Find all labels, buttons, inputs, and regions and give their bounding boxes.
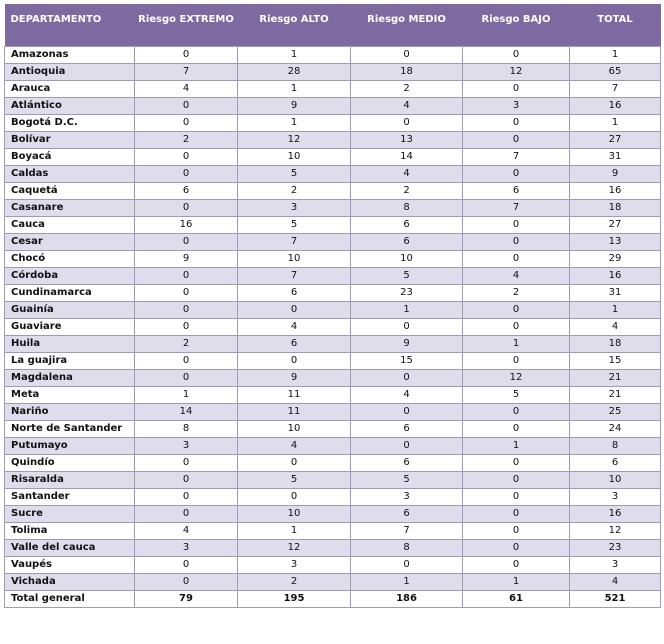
cell-riesgo-alto: 1 (238, 114, 351, 131)
cell-riesgo-bajo: 0 (463, 352, 570, 369)
table-row (5, 216, 661, 233)
cell-riesgo-medio: 2 (351, 182, 463, 199)
cell-riesgo-extremo: 14 (135, 403, 238, 420)
cell-riesgo-extremo: 3 (135, 437, 238, 454)
cell-total: 3 (570, 556, 661, 573)
cell-total: 21 (570, 386, 661, 403)
cell-riesgo-alto: 12 (238, 131, 351, 148)
cell-departamento: Amazonas (5, 46, 135, 63)
table-row (5, 165, 661, 182)
cell-departamento: Valle del cauca (5, 539, 135, 556)
cell-total: 1 (570, 46, 661, 63)
cell-riesgo-extremo: 16 (135, 216, 238, 233)
table-row (5, 471, 661, 488)
cell-riesgo-extremo: 0 (135, 556, 238, 573)
cell-riesgo-alto: 11 (238, 403, 351, 420)
cell-riesgo-alto: 5 (238, 165, 351, 182)
table-row (5, 284, 661, 301)
header-row (5, 4, 661, 46)
table-row (5, 233, 661, 250)
table-row (5, 131, 661, 148)
cell-riesgo-medio: 0 (351, 556, 463, 573)
cell-riesgo-bajo: 3 (463, 97, 570, 114)
total-cell-riesgo-alto: 195 (238, 590, 351, 607)
cell-riesgo-extremo: 0 (135, 97, 238, 114)
cell-riesgo-alto: 9 (238, 97, 351, 114)
cell-riesgo-medio: 18 (351, 63, 463, 80)
cell-riesgo-extremo: 0 (135, 199, 238, 216)
cell-riesgo-extremo: 8 (135, 420, 238, 437)
cell-departamento: Bolívar (5, 131, 135, 148)
header-riesgo-alto: Riesgo ALTO (238, 4, 351, 46)
cell-departamento: Bogotá D.C. (5, 114, 135, 131)
cell-riesgo-extremo: 0 (135, 573, 238, 590)
cell-riesgo-bajo: 0 (463, 165, 570, 182)
cell-departamento: Arauca (5, 80, 135, 97)
cell-total: 4 (570, 318, 661, 335)
cell-riesgo-medio: 0 (351, 114, 463, 131)
cell-riesgo-extremo: 0 (135, 233, 238, 250)
cell-total: 18 (570, 335, 661, 352)
cell-total: 3 (570, 488, 661, 505)
cell-riesgo-bajo: 0 (463, 301, 570, 318)
cell-departamento: Norte de Santander (5, 420, 135, 437)
cell-riesgo-bajo: 0 (463, 233, 570, 250)
cell-riesgo-medio: 13 (351, 131, 463, 148)
cell-riesgo-extremo: 0 (135, 369, 238, 386)
table-row (5, 556, 661, 573)
table-row (5, 505, 661, 522)
cell-departamento: Risaralda (5, 471, 135, 488)
cell-riesgo-alto: 10 (238, 250, 351, 267)
table-row (5, 318, 661, 335)
cell-riesgo-bajo: 0 (463, 403, 570, 420)
cell-riesgo-bajo: 0 (463, 454, 570, 471)
table-row (5, 420, 661, 437)
cell-departamento: Vaupés (5, 556, 135, 573)
cell-riesgo-alto: 4 (238, 437, 351, 454)
cell-riesgo-alto: 6 (238, 284, 351, 301)
cell-riesgo-extremo: 0 (135, 284, 238, 301)
cell-riesgo-alto: 1 (238, 80, 351, 97)
table-row (5, 454, 661, 471)
cell-riesgo-extremo: 2 (135, 335, 238, 352)
cell-total: 9 (570, 165, 661, 182)
cell-departamento: Cauca (5, 216, 135, 233)
cell-riesgo-alto: 3 (238, 556, 351, 573)
cell-departamento: Cundinamarca (5, 284, 135, 301)
table-row (5, 539, 661, 556)
table-row (5, 369, 661, 386)
cell-total: 18 (570, 199, 661, 216)
table-row (5, 437, 661, 454)
cell-riesgo-extremo: 4 (135, 522, 238, 539)
cell-riesgo-medio: 9 (351, 335, 463, 352)
total-cell-riesgo-extremo: 79 (135, 590, 238, 607)
cell-total: 1 (570, 114, 661, 131)
cell-riesgo-medio: 8 (351, 199, 463, 216)
cell-departamento: Boyacá (5, 148, 135, 165)
cell-riesgo-alto: 6 (238, 335, 351, 352)
cell-riesgo-bajo: 0 (463, 471, 570, 488)
cell-riesgo-medio: 1 (351, 573, 463, 590)
cell-total: 31 (570, 284, 661, 301)
cell-riesgo-bajo: 0 (463, 318, 570, 335)
cell-riesgo-extremo: 0 (135, 318, 238, 335)
cell-total: 4 (570, 573, 661, 590)
cell-riesgo-alto: 28 (238, 63, 351, 80)
cell-departamento: Cesar (5, 233, 135, 250)
table-body (5, 46, 661, 607)
cell-riesgo-medio: 7 (351, 522, 463, 539)
risk-table-container (4, 4, 660, 608)
cell-total: 8 (570, 437, 661, 454)
cell-riesgo-bajo: 12 (463, 369, 570, 386)
cell-total: 23 (570, 539, 661, 556)
cell-riesgo-medio: 0 (351, 318, 463, 335)
cell-riesgo-medio: 5 (351, 267, 463, 284)
cell-riesgo-medio: 6 (351, 505, 463, 522)
cell-riesgo-extremo: 1 (135, 386, 238, 403)
cell-riesgo-bajo: 1 (463, 437, 570, 454)
cell-riesgo-bajo: 7 (463, 199, 570, 216)
table-row (5, 301, 661, 318)
cell-total: 25 (570, 403, 661, 420)
cell-riesgo-bajo: 5 (463, 386, 570, 403)
cell-total: 10 (570, 471, 661, 488)
cell-riesgo-extremo: 0 (135, 352, 238, 369)
cell-departamento: Putumayo (5, 437, 135, 454)
header-departamento: DEPARTAMENTO (5, 4, 135, 46)
cell-riesgo-bajo: 0 (463, 505, 570, 522)
cell-departamento: Sucre (5, 505, 135, 522)
table-row (5, 573, 661, 590)
cell-departamento: Santander (5, 488, 135, 505)
cell-riesgo-alto: 0 (238, 454, 351, 471)
header-riesgo-medio: Riesgo MEDIO (351, 4, 463, 46)
cell-total: 31 (570, 148, 661, 165)
cell-riesgo-alto: 12 (238, 539, 351, 556)
cell-riesgo-alto: 5 (238, 471, 351, 488)
cell-riesgo-bajo: 7 (463, 148, 570, 165)
table-row (5, 267, 661, 284)
cell-riesgo-medio: 0 (351, 369, 463, 386)
cell-riesgo-extremo: 7 (135, 63, 238, 80)
cell-departamento: Córdoba (5, 267, 135, 284)
cell-riesgo-bajo: 4 (463, 267, 570, 284)
cell-riesgo-extremo: 0 (135, 471, 238, 488)
cell-riesgo-extremo: 4 (135, 80, 238, 97)
cell-riesgo-extremo: 0 (135, 148, 238, 165)
cell-total: 27 (570, 131, 661, 148)
cell-departamento: Atlántico (5, 97, 135, 114)
cell-riesgo-alto: 0 (238, 301, 351, 318)
cell-departamento: Meta (5, 386, 135, 403)
cell-riesgo-medio: 4 (351, 165, 463, 182)
cell-riesgo-medio: 4 (351, 97, 463, 114)
cell-riesgo-extremo: 0 (135, 505, 238, 522)
cell-riesgo-alto: 10 (238, 505, 351, 522)
cell-riesgo-bajo: 0 (463, 46, 570, 63)
table-row (5, 46, 661, 63)
cell-riesgo-bajo: 0 (463, 80, 570, 97)
cell-departamento: Caquetá (5, 182, 135, 199)
cell-departamento: Huila (5, 335, 135, 352)
cell-departamento: Chocó (5, 250, 135, 267)
table-row (5, 488, 661, 505)
table-row (5, 114, 661, 131)
cell-riesgo-bajo: 0 (463, 114, 570, 131)
table-row (5, 80, 661, 97)
cell-departamento: Antioquia (5, 63, 135, 80)
cell-riesgo-alto: 9 (238, 369, 351, 386)
cell-riesgo-medio: 3 (351, 488, 463, 505)
total-cell-riesgo-medio: 186 (351, 590, 463, 607)
cell-riesgo-bajo: 0 (463, 539, 570, 556)
cell-riesgo-alto: 10 (238, 148, 351, 165)
cell-riesgo-extremo: 0 (135, 114, 238, 131)
cell-riesgo-extremo: 0 (135, 46, 238, 63)
cell-riesgo-medio: 4 (351, 386, 463, 403)
cell-riesgo-extremo: 0 (135, 454, 238, 471)
table-row (5, 97, 661, 114)
table-row (5, 522, 661, 539)
table-row (5, 148, 661, 165)
cell-riesgo-extremo: 3 (135, 539, 238, 556)
cell-riesgo-extremo: 6 (135, 182, 238, 199)
header-riesgo-extremo: Riesgo EXTREMO (135, 4, 238, 46)
table-row (5, 199, 661, 216)
cell-riesgo-alto: 7 (238, 233, 351, 250)
cell-total: 15 (570, 352, 661, 369)
cell-total: 7 (570, 80, 661, 97)
cell-riesgo-bajo: 1 (463, 573, 570, 590)
cell-riesgo-extremo: 0 (135, 267, 238, 284)
cell-riesgo-bajo: 0 (463, 250, 570, 267)
cell-riesgo-bajo: 0 (463, 420, 570, 437)
cell-departamento: Tolima (5, 522, 135, 539)
cell-total: 16 (570, 182, 661, 199)
table-row (5, 182, 661, 199)
cell-riesgo-alto: 3 (238, 199, 351, 216)
cell-total: 16 (570, 267, 661, 284)
cell-total: 12 (570, 522, 661, 539)
cell-total: 65 (570, 63, 661, 80)
cell-total: 16 (570, 97, 661, 114)
cell-riesgo-alto: 5 (238, 216, 351, 233)
cell-riesgo-extremo: 9 (135, 250, 238, 267)
cell-departamento: La guajira (5, 352, 135, 369)
cell-total: 13 (570, 233, 661, 250)
table-row (5, 335, 661, 352)
cell-total: 21 (570, 369, 661, 386)
table-row (5, 403, 661, 420)
cell-riesgo-alto: 0 (238, 352, 351, 369)
cell-departamento: Quindío (5, 454, 135, 471)
cell-departamento: Nariño (5, 403, 135, 420)
cell-total: 1 (570, 301, 661, 318)
cell-riesgo-alto: 1 (238, 46, 351, 63)
cell-riesgo-extremo: 0 (135, 301, 238, 318)
cell-total: 29 (570, 250, 661, 267)
cell-riesgo-medio: 14 (351, 148, 463, 165)
total-cell-riesgo-bajo: 61 (463, 590, 570, 607)
cell-riesgo-medio: 0 (351, 46, 463, 63)
total-row (5, 590, 661, 607)
cell-riesgo-medio: 6 (351, 420, 463, 437)
cell-riesgo-bajo: 2 (463, 284, 570, 301)
cell-riesgo-medio: 23 (351, 284, 463, 301)
cell-total: 6 (570, 454, 661, 471)
cell-riesgo-medio: 6 (351, 216, 463, 233)
total-cell-departamento: Total general (5, 590, 135, 607)
risk-table (4, 4, 661, 608)
table-row (5, 386, 661, 403)
cell-riesgo-extremo: 0 (135, 488, 238, 505)
cell-riesgo-medio: 5 (351, 471, 463, 488)
cell-total: 24 (570, 420, 661, 437)
table-row (5, 63, 661, 80)
table-header (5, 4, 661, 46)
cell-riesgo-alto: 11 (238, 386, 351, 403)
cell-riesgo-medio: 6 (351, 454, 463, 471)
cell-riesgo-bajo: 0 (463, 556, 570, 573)
cell-riesgo-alto: 4 (238, 318, 351, 335)
cell-riesgo-extremo: 0 (135, 165, 238, 182)
cell-riesgo-alto: 7 (238, 267, 351, 284)
cell-riesgo-bajo: 0 (463, 216, 570, 233)
cell-riesgo-bajo: 6 (463, 182, 570, 199)
cell-departamento: Caldas (5, 165, 135, 182)
cell-riesgo-medio: 15 (351, 352, 463, 369)
cell-riesgo-bajo: 0 (463, 488, 570, 505)
cell-riesgo-medio: 2 (351, 80, 463, 97)
cell-riesgo-medio: 0 (351, 437, 463, 454)
cell-riesgo-bajo: 1 (463, 335, 570, 352)
cell-riesgo-alto: 0 (238, 488, 351, 505)
cell-departamento: Guaviare (5, 318, 135, 335)
cell-riesgo-bajo: 12 (463, 63, 570, 80)
cell-departamento: Vichada (5, 573, 135, 590)
cell-riesgo-alto: 2 (238, 573, 351, 590)
cell-riesgo-extremo: 2 (135, 131, 238, 148)
cell-total: 27 (570, 216, 661, 233)
header-total: TOTAL (570, 4, 661, 46)
cell-departamento: Guainía (5, 301, 135, 318)
cell-riesgo-medio: 10 (351, 250, 463, 267)
table-row (5, 250, 661, 267)
table-row (5, 352, 661, 369)
cell-departamento: Magdalena (5, 369, 135, 386)
cell-riesgo-medio: 0 (351, 403, 463, 420)
cell-riesgo-alto: 10 (238, 420, 351, 437)
cell-riesgo-medio: 8 (351, 539, 463, 556)
cell-riesgo-alto: 1 (238, 522, 351, 539)
cell-riesgo-bajo: 0 (463, 131, 570, 148)
cell-riesgo-alto: 2 (238, 182, 351, 199)
cell-riesgo-medio: 1 (351, 301, 463, 318)
cell-riesgo-bajo: 0 (463, 522, 570, 539)
cell-total: 16 (570, 505, 661, 522)
total-cell-total: 521 (570, 590, 661, 607)
cell-riesgo-medio: 6 (351, 233, 463, 250)
cell-departamento: Casanare (5, 199, 135, 216)
header-riesgo-bajo: Riesgo BAJO (463, 4, 570, 46)
